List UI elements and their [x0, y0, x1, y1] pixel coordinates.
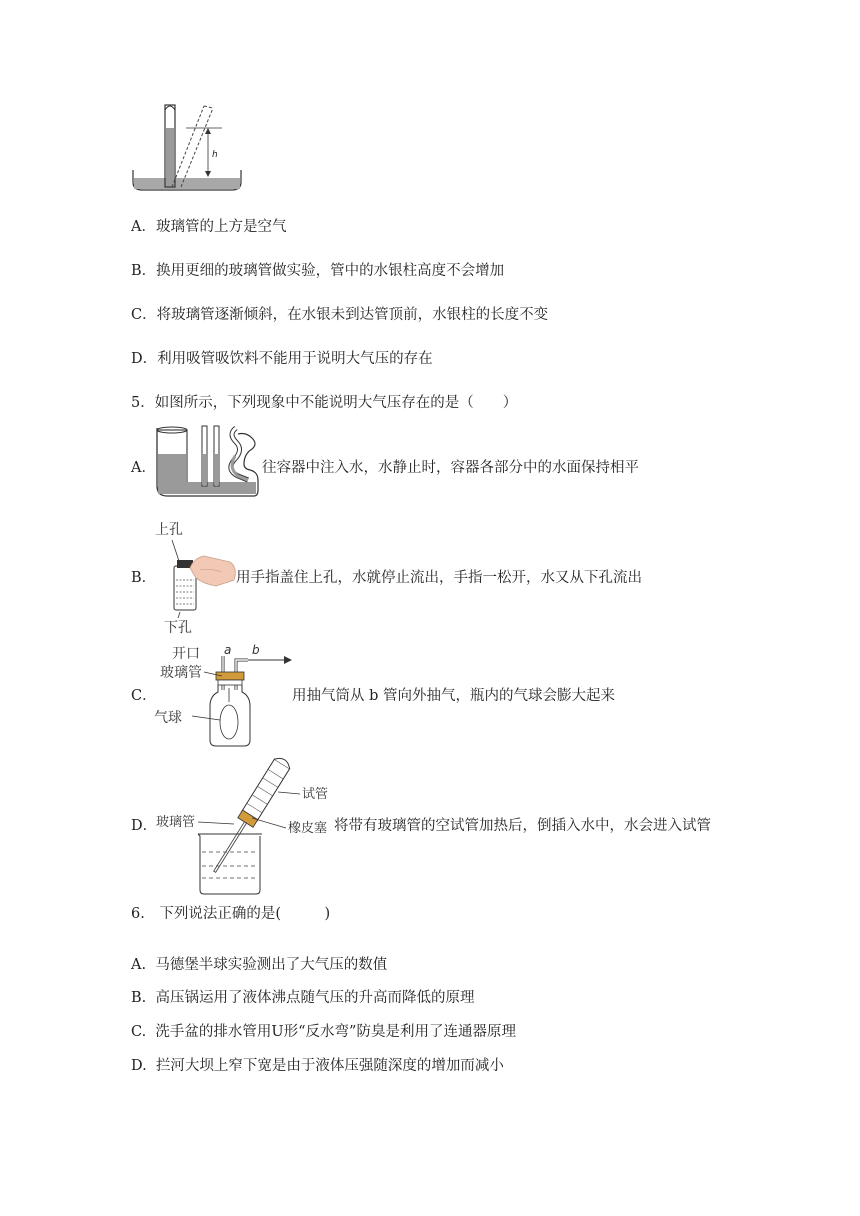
q5-option-a-label: A． — [131, 460, 156, 476]
stopper-label: 橡皮塞 — [288, 821, 328, 836]
balloon-bottle-figure — [152, 640, 297, 750]
q5-option-c-label: C． — [131, 688, 157, 704]
open-label: 开口 — [172, 646, 200, 662]
q6-option-c: C. 洗手盆的排水管用U形“反水弯”防臭是利用了连通器原理 — [131, 1024, 516, 1040]
test-tube-figure — [152, 752, 332, 897]
q5-option-b-label: B． — [131, 570, 157, 586]
tube-a-label: a — [224, 643, 232, 657]
test-tube-label: 试管 — [302, 787, 329, 802]
q4-option-a: A．玻璃管的上方是空气 — [131, 219, 287, 235]
height-label: h — [212, 150, 218, 160]
q5-option-d-label: D． — [131, 818, 158, 834]
glass-tube-label-d: 玻璃管 — [156, 815, 196, 830]
q6-option-d: D. 拦河大坝上窄下宽是由于液体压强随深度的增加而减小 — [131, 1058, 504, 1074]
q5-option-c-text: 用抽气筒从 b 管向外抽气，瓶内的气球会膨大起来 — [292, 688, 615, 704]
glass-tube-label: 玻璃管 — [160, 665, 202, 681]
q4-option-d: D．利用吸管吸饮料不能用于说明大气压的存在 — [131, 351, 433, 367]
q4-option-c: C．将玻璃管逐渐倾斜，在水银未到达管顶前，水银柱的长度不变 — [131, 307, 549, 323]
q5-stem: 5．如图所示，下列现象中不能说明大气压存在的是（ ） — [131, 395, 518, 411]
q4-option-b: B．换用更细的玻璃管做实验，管中的水银柱高度不会增加 — [131, 263, 505, 279]
q5-option-a-text: 往容器中注入水，水静止时，容器各部分中的水面保持相平 — [262, 460, 639, 476]
q5-option-d-text: 将带有玻璃管的空试管加热后，倒插入水中，水会进入试管 — [334, 818, 711, 834]
q6-stem: 6. 下列说法正确的是( ) — [131, 906, 331, 922]
tube-b-label: b — [252, 643, 260, 657]
lower-hole-label: 下孔 — [164, 620, 192, 636]
q6-option-b: B. 高压锅运用了液体沸点随气压的升高而降低的原理 — [131, 990, 475, 1006]
torricelli-figure — [130, 100, 245, 195]
connected-vessels-figure — [152, 424, 262, 502]
bottle-holes-figure — [150, 518, 240, 636]
upper-hole-label: 上孔 — [155, 522, 183, 538]
balloon-label: 气球 — [154, 710, 182, 726]
q6-option-a: A. 马德堡半球实验测出了大气压的数值 — [131, 957, 388, 973]
q5-option-b-text: 用手指盖住上孔，水就停止流出，手指一松开，水又从下孔流出 — [236, 570, 642, 586]
